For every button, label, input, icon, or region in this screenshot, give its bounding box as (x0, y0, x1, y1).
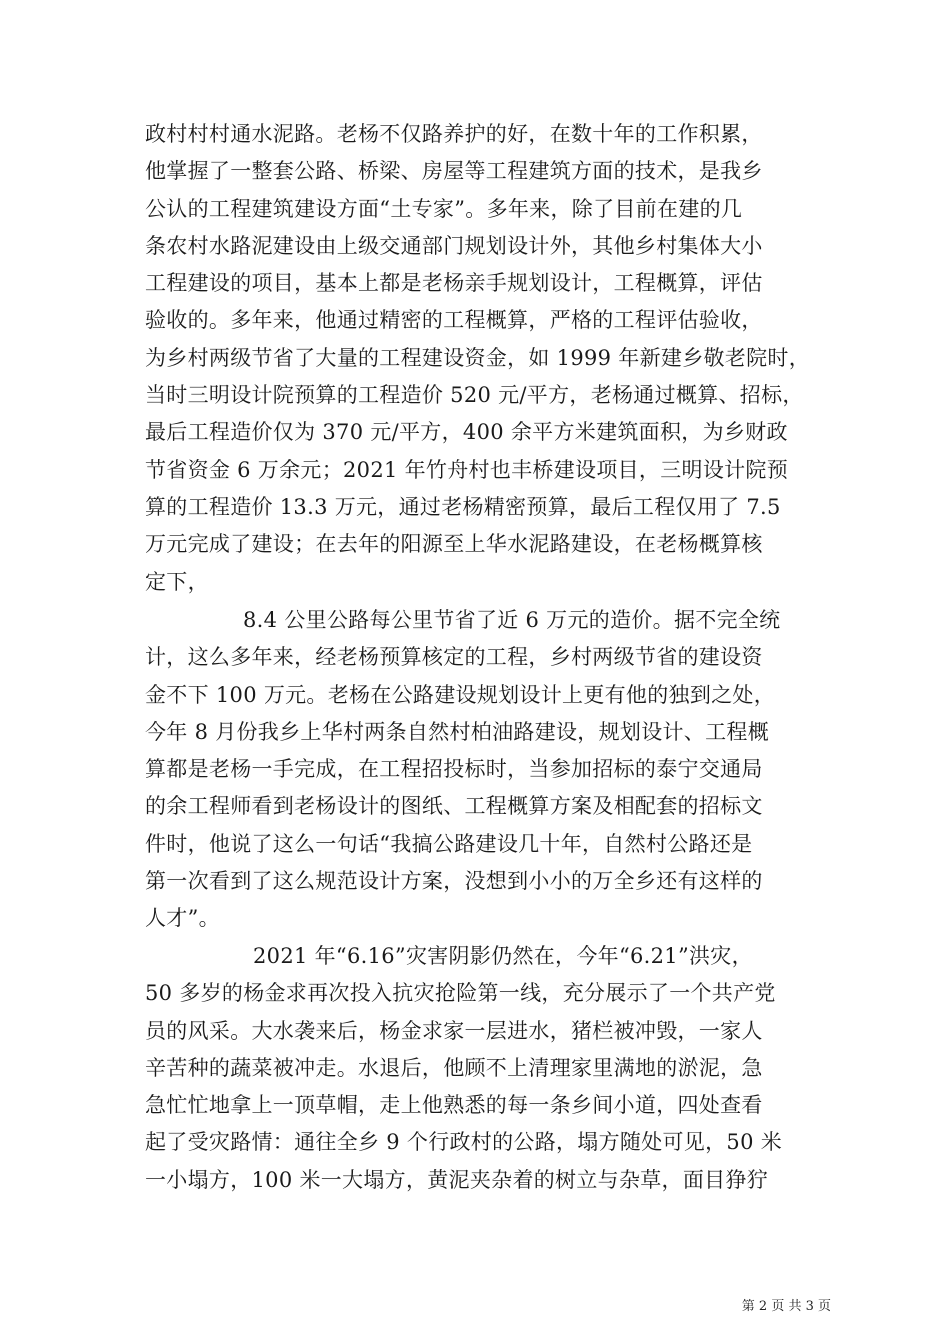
text-line: 50 多岁的杨金求再次投入抗灾抢险第一线，充分展示了一个共产党 (145, 981, 776, 1006)
paragraph-1 (145, 116, 831, 601)
text-line: 政村村村通水泥路。老杨不仅路养护的好，在数十年的工作积累， (145, 122, 763, 146)
text-line: 节省资金 6 万余元；2021 年竹舟村也丰桥建设项目，三明设计院预 (145, 457, 789, 482)
text-line: 算都是老杨一手完成，在工程招投标时，当参加招标的泰宁交通局 (145, 757, 763, 782)
text-line: 员的风采。大水袭来后，杨金求家一层进水，猪栏被冲毁，一家人 (145, 1018, 763, 1043)
text-line: 公认的工程建筑建设方面“土专家”。多年来，除了目前在建的几 (145, 196, 743, 221)
text-line: 验收的。多年来，他通过精密的工程概算，严格的工程评估验收， (145, 308, 763, 333)
text-line: 2021 年“6.16”灾害阴影仍然在，今年“6.21”洪灾， (253, 944, 753, 968)
text-line: 辛苦种的蔬菜被冲走。水退后，他顾不上清理家里满地的淤泥，急 (145, 1055, 763, 1080)
text-line: 的余工程师看到老杨设计的图纸、工程概算方案及相配套的招标文 (145, 794, 763, 819)
text-line: 最后工程造价仅为 370 元/平方，400 余平方米建筑面积，为乡财政 (145, 420, 788, 445)
text-line: 急忙忙地拿上一顶草帽，走上他熟悉的每一条乡间小道，四处查看 (145, 1093, 763, 1118)
text-line: 万元完成了建设；在去年的阳源至上华水泥路建设，在老杨概算核 (145, 532, 763, 557)
text-line: 件时，他说了这么一句话“我搞公路建设几十年，自然村公路还是 (145, 831, 753, 856)
text-line: 他掌握了一整套公路、桥梁、房屋等工程建筑方面的技术，是我乡 (145, 159, 763, 184)
text-line: 金不下 100 万元。老杨在公路建设规划设计上更有他的独到之处， (145, 682, 776, 707)
text-line: 第一次看到了这么规范设计方案，没想到小小的万全乡还有这样的 (145, 869, 763, 894)
text-line: 计，这么多年来，经老杨预算核定的工程，乡村两级节省的建设资 (145, 645, 763, 670)
page-number-footer: 第 2 页 共 3 页 (741, 1299, 831, 1314)
text-line: 人才”。 (145, 906, 220, 931)
text-line: 当时三明设计院预算的工程造价 520 元/平方，老杨通过概算、招标， (145, 383, 804, 408)
text-line: 8.4 公里公路每公里节省了近 6 万元的造价。据不完全统 (243, 608, 781, 632)
text-line: 一小塌方，100 米一大塌方，黄泥夹杂着的树立与杂草，面目狰狞 (145, 1167, 769, 1192)
text-line: 为乡村两级节省了大量的工程建设资金，如 1999 年新建乡敬老院时， (145, 345, 810, 370)
text-line: 工程建设的项目，基本上都是老杨亲手规划设计，工程概算，评估 (145, 271, 763, 296)
text-line: 今年 8 月份我乡上华村两条自然村柏油路建设，规划设计、工程概 (145, 719, 770, 744)
text-line: 定下， (145, 569, 209, 594)
paragraph-2 (145, 602, 831, 938)
text-line: 条农村水路泥建设由上级交通部门规划设计外，其他乡村集体大小 (145, 233, 763, 258)
paragraph-3 (145, 938, 831, 1199)
text-line: 算的工程造价 13.3 万元，通过老杨精密预算，最后工程仅用了 7.5 (145, 494, 781, 519)
text-line: 起了受灾路情：通往全乡 9 个行政村的公路，塌方随处可见，50 米 (145, 1130, 783, 1155)
